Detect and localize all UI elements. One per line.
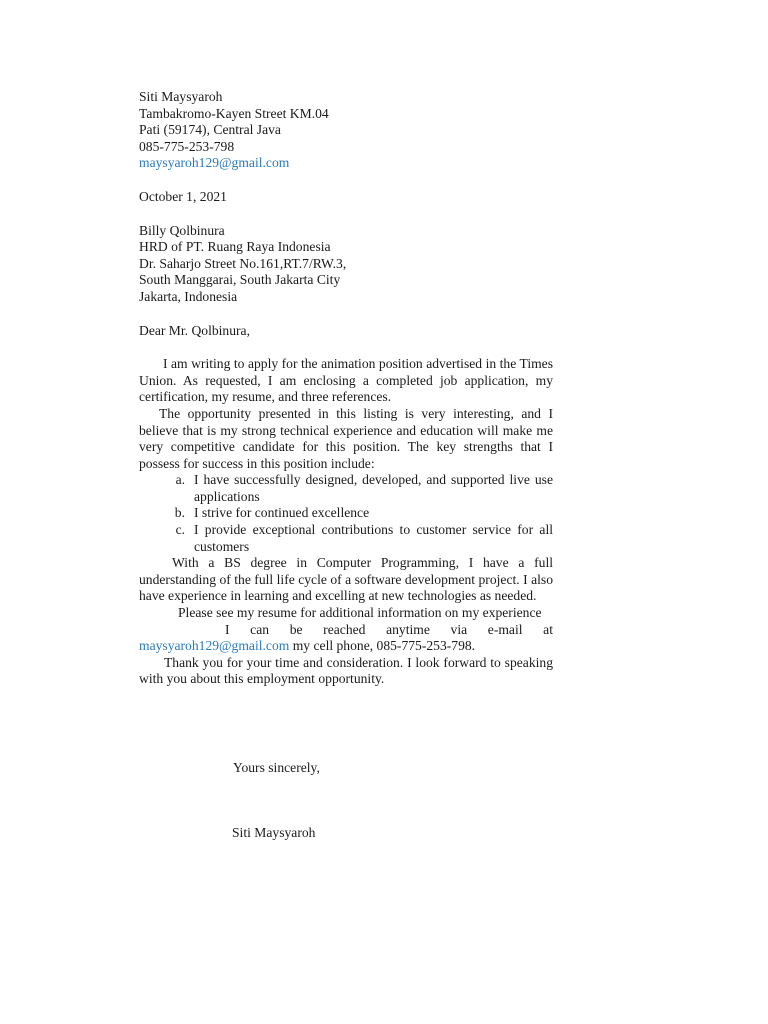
paragraph-thanks: Thank you for your time and consideration. I look forward to speaking with you about this employment opportunity.	[139, 654, 553, 687]
recipient-block	[139, 223, 553, 306]
list-text: I have successfully designed, developed, and supported live use applications	[194, 472, 553, 504]
closing: Yours sincerely,	[233, 760, 320, 775]
sender-name: Siti Maysyaroh	[139, 89, 223, 104]
recipient-street: Dr. Saharjo Street No.161,RT.7/RW.3,	[139, 255, 347, 271]
sender-city: Pati (59174), Central Java	[139, 122, 281, 138]
list-item	[139, 505, 553, 522]
list-item	[139, 472, 553, 505]
paragraph-intro: I am writing to apply for the animation position advertised in the Times Union. As requested, I am enclosing a completed job application, my certification, my resume, and three references.	[139, 356, 553, 405]
recipient-city: Jakarta, Indonesia	[139, 288, 238, 304]
recipient-name: Billy Qolbinura	[139, 222, 225, 238]
contact-email-link[interactable]: maysyaroh129@gmail.com	[139, 638, 290, 654]
contact-line: I can be reached anytime via e-mail at	[225, 621, 553, 637]
contact-phone-text: my cell phone, 085-775-253-798.	[289, 638, 476, 654]
salutation: Dear Mr. Qolbinura,	[139, 322, 250, 338]
recipient-district: South Manggarai, South Jakarta City	[139, 272, 341, 288]
sender-email-link[interactable]: maysyaroh129@gmail.com	[139, 155, 290, 171]
recipient-title: HRD of PT. Ruang Raya Indonesia	[139, 239, 331, 255]
sender-phone: 085-775-253-798	[139, 138, 235, 154]
paragraph-resume: Please see my resume for additional information on my experience	[178, 605, 542, 621]
paragraph-contact	[139, 622, 553, 655]
strengths-list	[139, 472, 553, 555]
letter-body	[139, 89, 553, 688]
sender-street: Tambakromo-Kayen Street KM.04	[139, 105, 329, 121]
paragraph-degree: With a BS degree in Computer Programming, I have a full understanding of the full life cycle of a software development project. I also have experience in learning and excelling at new technologies as needed.	[139, 555, 553, 604]
list-marker: c.	[175, 522, 185, 538]
list-text: I strive for continued excellence	[194, 505, 370, 521]
sender-block	[139, 89, 553, 172]
list-text: I provide exceptional contributions to customer service for all customers	[194, 522, 553, 554]
list-marker: b.	[174, 505, 185, 521]
paragraph-opportunity: The opportunity presented in this listing is very interesting, and I believe that is my strong technical experience and education will make me very competitive candidate for this position. The key strengths that I possess for success in this position include:	[139, 405, 553, 471]
list-item	[139, 522, 553, 555]
signature-name: Siti Maysyaroh	[232, 825, 316, 840]
list-marker: a.	[175, 472, 185, 488]
letter-date: October 1, 2021	[139, 188, 227, 204]
